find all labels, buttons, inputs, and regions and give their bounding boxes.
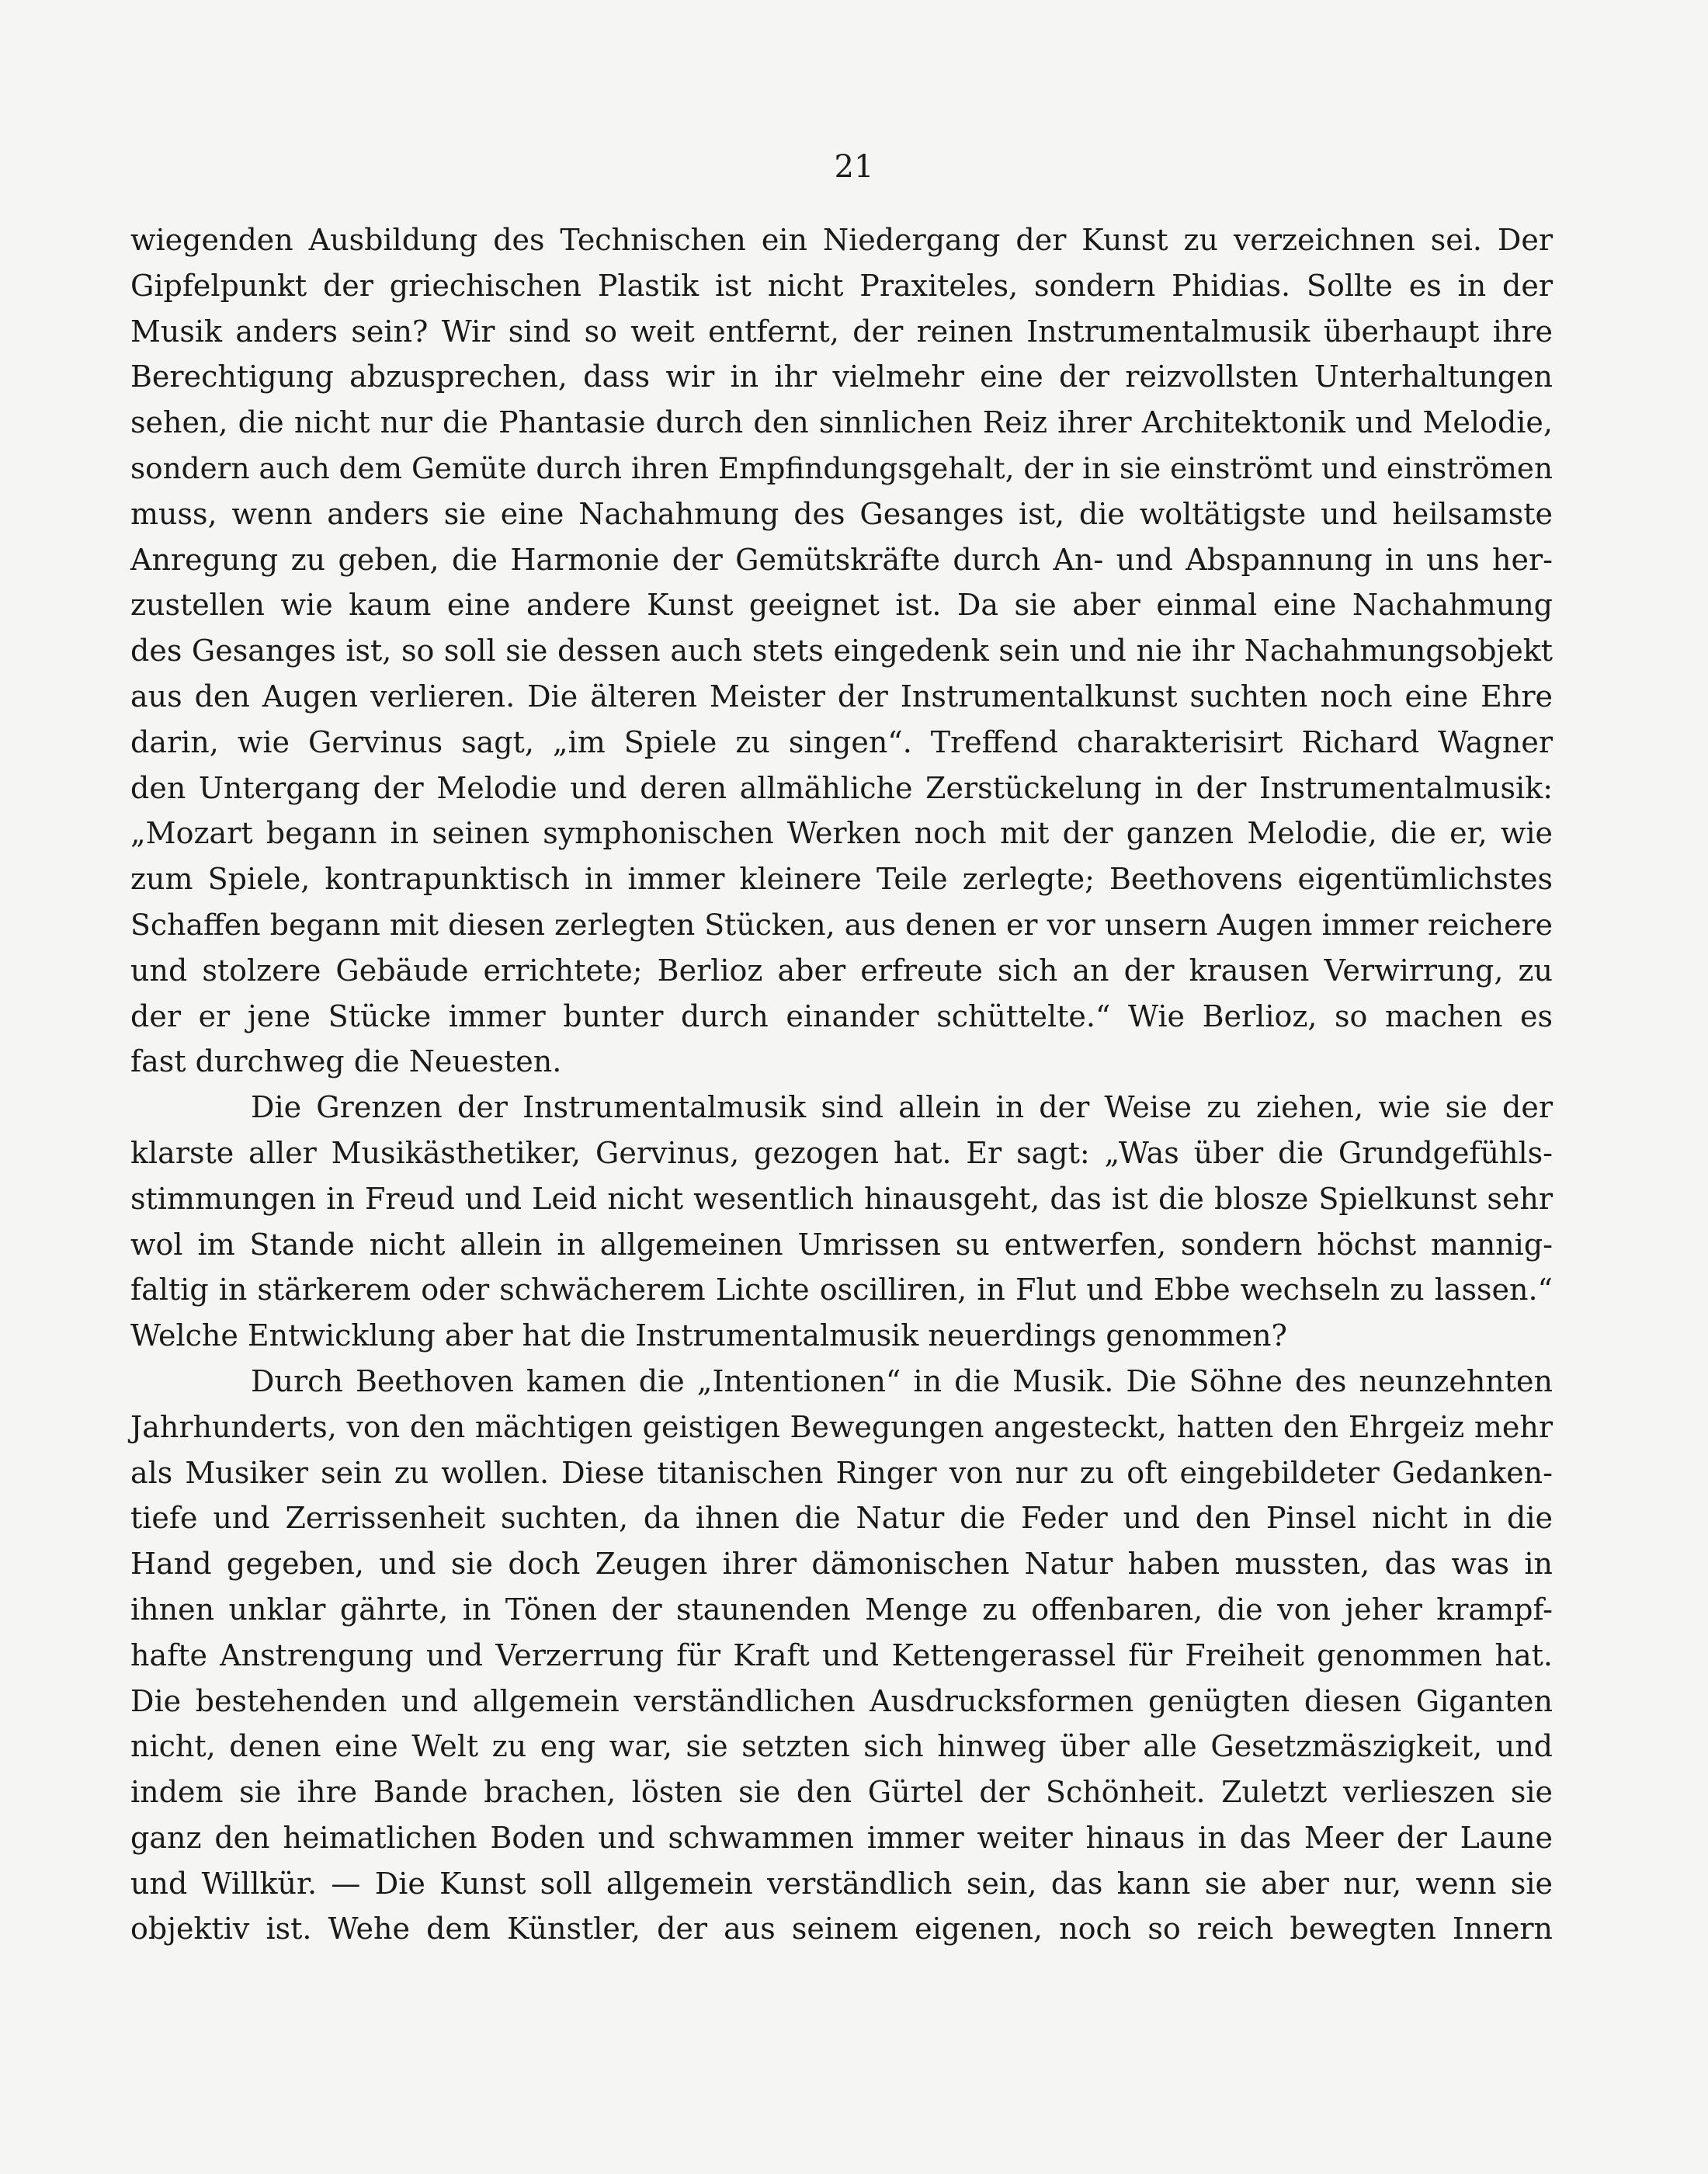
text-line: ganz den heimatlichen Boden und schwammen immer weiter hinaus in das Meer der Laune: [130, 1820, 1553, 1855]
text-line: „Mozart begann in seinen symphonischen Werken noch mit der ganzen Melodie, die er, wie: [130, 816, 1553, 851]
text-line: objektiv ist. Wehe dem Künstler, der aus seinem eigenen, noch so reich bewegten Innern: [130, 1912, 1553, 1947]
text-line: Welche Entwicklung aber hat die Instrumentalmusik neuerdings genommen?: [130, 1318, 1287, 1353]
text-line: aus den Augen verlieren. Die älteren Meister der Instrumentalkunst suchten noch eine Ehre: [130, 679, 1553, 714]
text-line: und Willkür. — Die Kunst soll allgemein verständlich sein, das kann sie aber nur, wenn sie: [130, 1866, 1553, 1901]
text-line: als Musiker sein zu wollen. Diese titanischen Ringer von nur zu oft eingebildeter Gedanken-: [130, 1455, 1553, 1490]
text-line: ihnen unklar gährte, in Tönen der staunenden Menge zu offenbaren, die von jeher krampf-: [130, 1592, 1553, 1627]
text-line: Hand gegeben, und sie doch Zeugen ihrer dämonischen Natur haben mussten, das was in: [130, 1547, 1553, 1582]
text-line: der er jene Stücke immer bunter durch einander schüttelte.“ Wie Berlioz, so machen es: [130, 998, 1553, 1033]
text-line: tiefe und Zerrissenheit suchten, da ihnen die Natur die Feder und den Pinsel nicht in die: [130, 1501, 1553, 1536]
text-line: Jahrhunderts, von den mächtigen geistigen Bewegungen angesteckt, hatten den Ehrgeiz mehr: [130, 1409, 1553, 1444]
text-line: und stolzere Gebäude errichtete; Berlioz aber erfreute sich an der krausen Verwirrung, zu: [130, 953, 1553, 988]
text-line: faltig in stärkerem oder schwächerem Lichte oscilliren, in Flut und Ebbe wechseln zu lassen.“: [130, 1273, 1553, 1308]
text-line: des Gesanges ist, so soll sie dessen auch stets eingedenk sein und nie ihr Nachahmungsobjekt: [130, 634, 1553, 669]
text-line: Anregung zu geben, die Harmonie der Gemütskräfte durch An- und Abspannung in uns her-: [130, 542, 1553, 577]
page-number: 21: [834, 149, 874, 185]
text-line: den Untergang der Melodie und deren allmähliche Zerstückelung in der Instrumentalmusik:: [130, 770, 1553, 805]
text-line: Die Grenzen der Instrumentalmusik sind allein in der Weise zu ziehen, wie sie der: [251, 1090, 1553, 1125]
text-line: Schaffen begann mit diesen zerlegten Stücken, aus denen er vor unsern Augen immer reichere: [130, 907, 1553, 942]
text-line: Durch Beethoven kamen die „Intentionen“ in die Musik. Die Söhne des neunzehnten: [251, 1363, 1553, 1398]
text-line: darin, wie Gervinus sagt, „im Spiele zu singen“. Treffend charakterisirt Richard Wagner: [130, 724, 1553, 759]
text-line: hafte Anstrengung und Verzerrung für Kraft und Kettengerassel für Freiheit genommen hat.: [130, 1637, 1553, 1672]
body-text: [130, 217, 1553, 1952]
text-line: Die bestehenden und allgemein verständlichen Ausdrucksformen genügten diesen Giganten: [130, 1683, 1553, 1718]
text-line: sehen, die nicht nur die Phantasie durch den sinnlichen Reiz ihrer Architektonik und Melodie,: [130, 405, 1553, 440]
text-line: klarste aller Musikästhetiker, Gervinus, gezogen hat. Er sagt: „Was über die Grundgefühls-: [130, 1135, 1553, 1170]
text-line: indem sie ihre Bande brachen, lösten sie den Gürtel der Schönheit. Zuletzt verlieszen sie: [130, 1775, 1553, 1810]
text-line: sondern auch dem Gemüte durch ihren Empfindungsgehalt, der in sie einströmt und einströmen: [130, 450, 1553, 485]
text-line: stimmungen in Freud und Leid nicht wesentlich hinausgeht, das ist die blosze Spielkunst sehr: [130, 1181, 1553, 1216]
text-line: wol im Stande nicht allein in allgemeinen Umrissen su entwerfen, sondern höchst mannig-: [130, 1227, 1553, 1262]
text-line: fast durchweg die Neuesten.: [130, 1044, 562, 1079]
text-line: zustellen wie kaum eine andere Kunst geeignet ist. Da sie aber einmal eine Nachahmung: [130, 588, 1553, 623]
text-line: wiegenden Ausbildung des Technischen ein Niedergang der Kunst zu verzeichnen sei. Der: [130, 223, 1553, 257]
text-line: Berechtigung abzusprechen, dass wir in ihr vielmehr eine der reizvollsten Unterhaltungen: [130, 359, 1553, 394]
text-line: muss, wenn anders sie eine Nachahmung des Gesanges ist, die woltätigste und heilsamste: [130, 496, 1553, 531]
text-line: zum Spiele, kontrapunktisch in immer kleinere Teile zerlegte; Beethovens eigentümlichstes: [130, 862, 1553, 897]
text-line: Gipfelpunkt der griechischen Plastik ist nicht Praxiteles, sondern Phidias. Sollte es in der: [130, 268, 1553, 303]
text-line: nicht, denen eine Welt zu eng war, sie setzten sich hinweg über alle Gesetzmäszigkeit, und: [130, 1729, 1553, 1764]
text-line: Musik anders sein? Wir sind so weit entfernt, der reinen Instrumentalmusik überhaupt ihre: [130, 314, 1553, 349]
